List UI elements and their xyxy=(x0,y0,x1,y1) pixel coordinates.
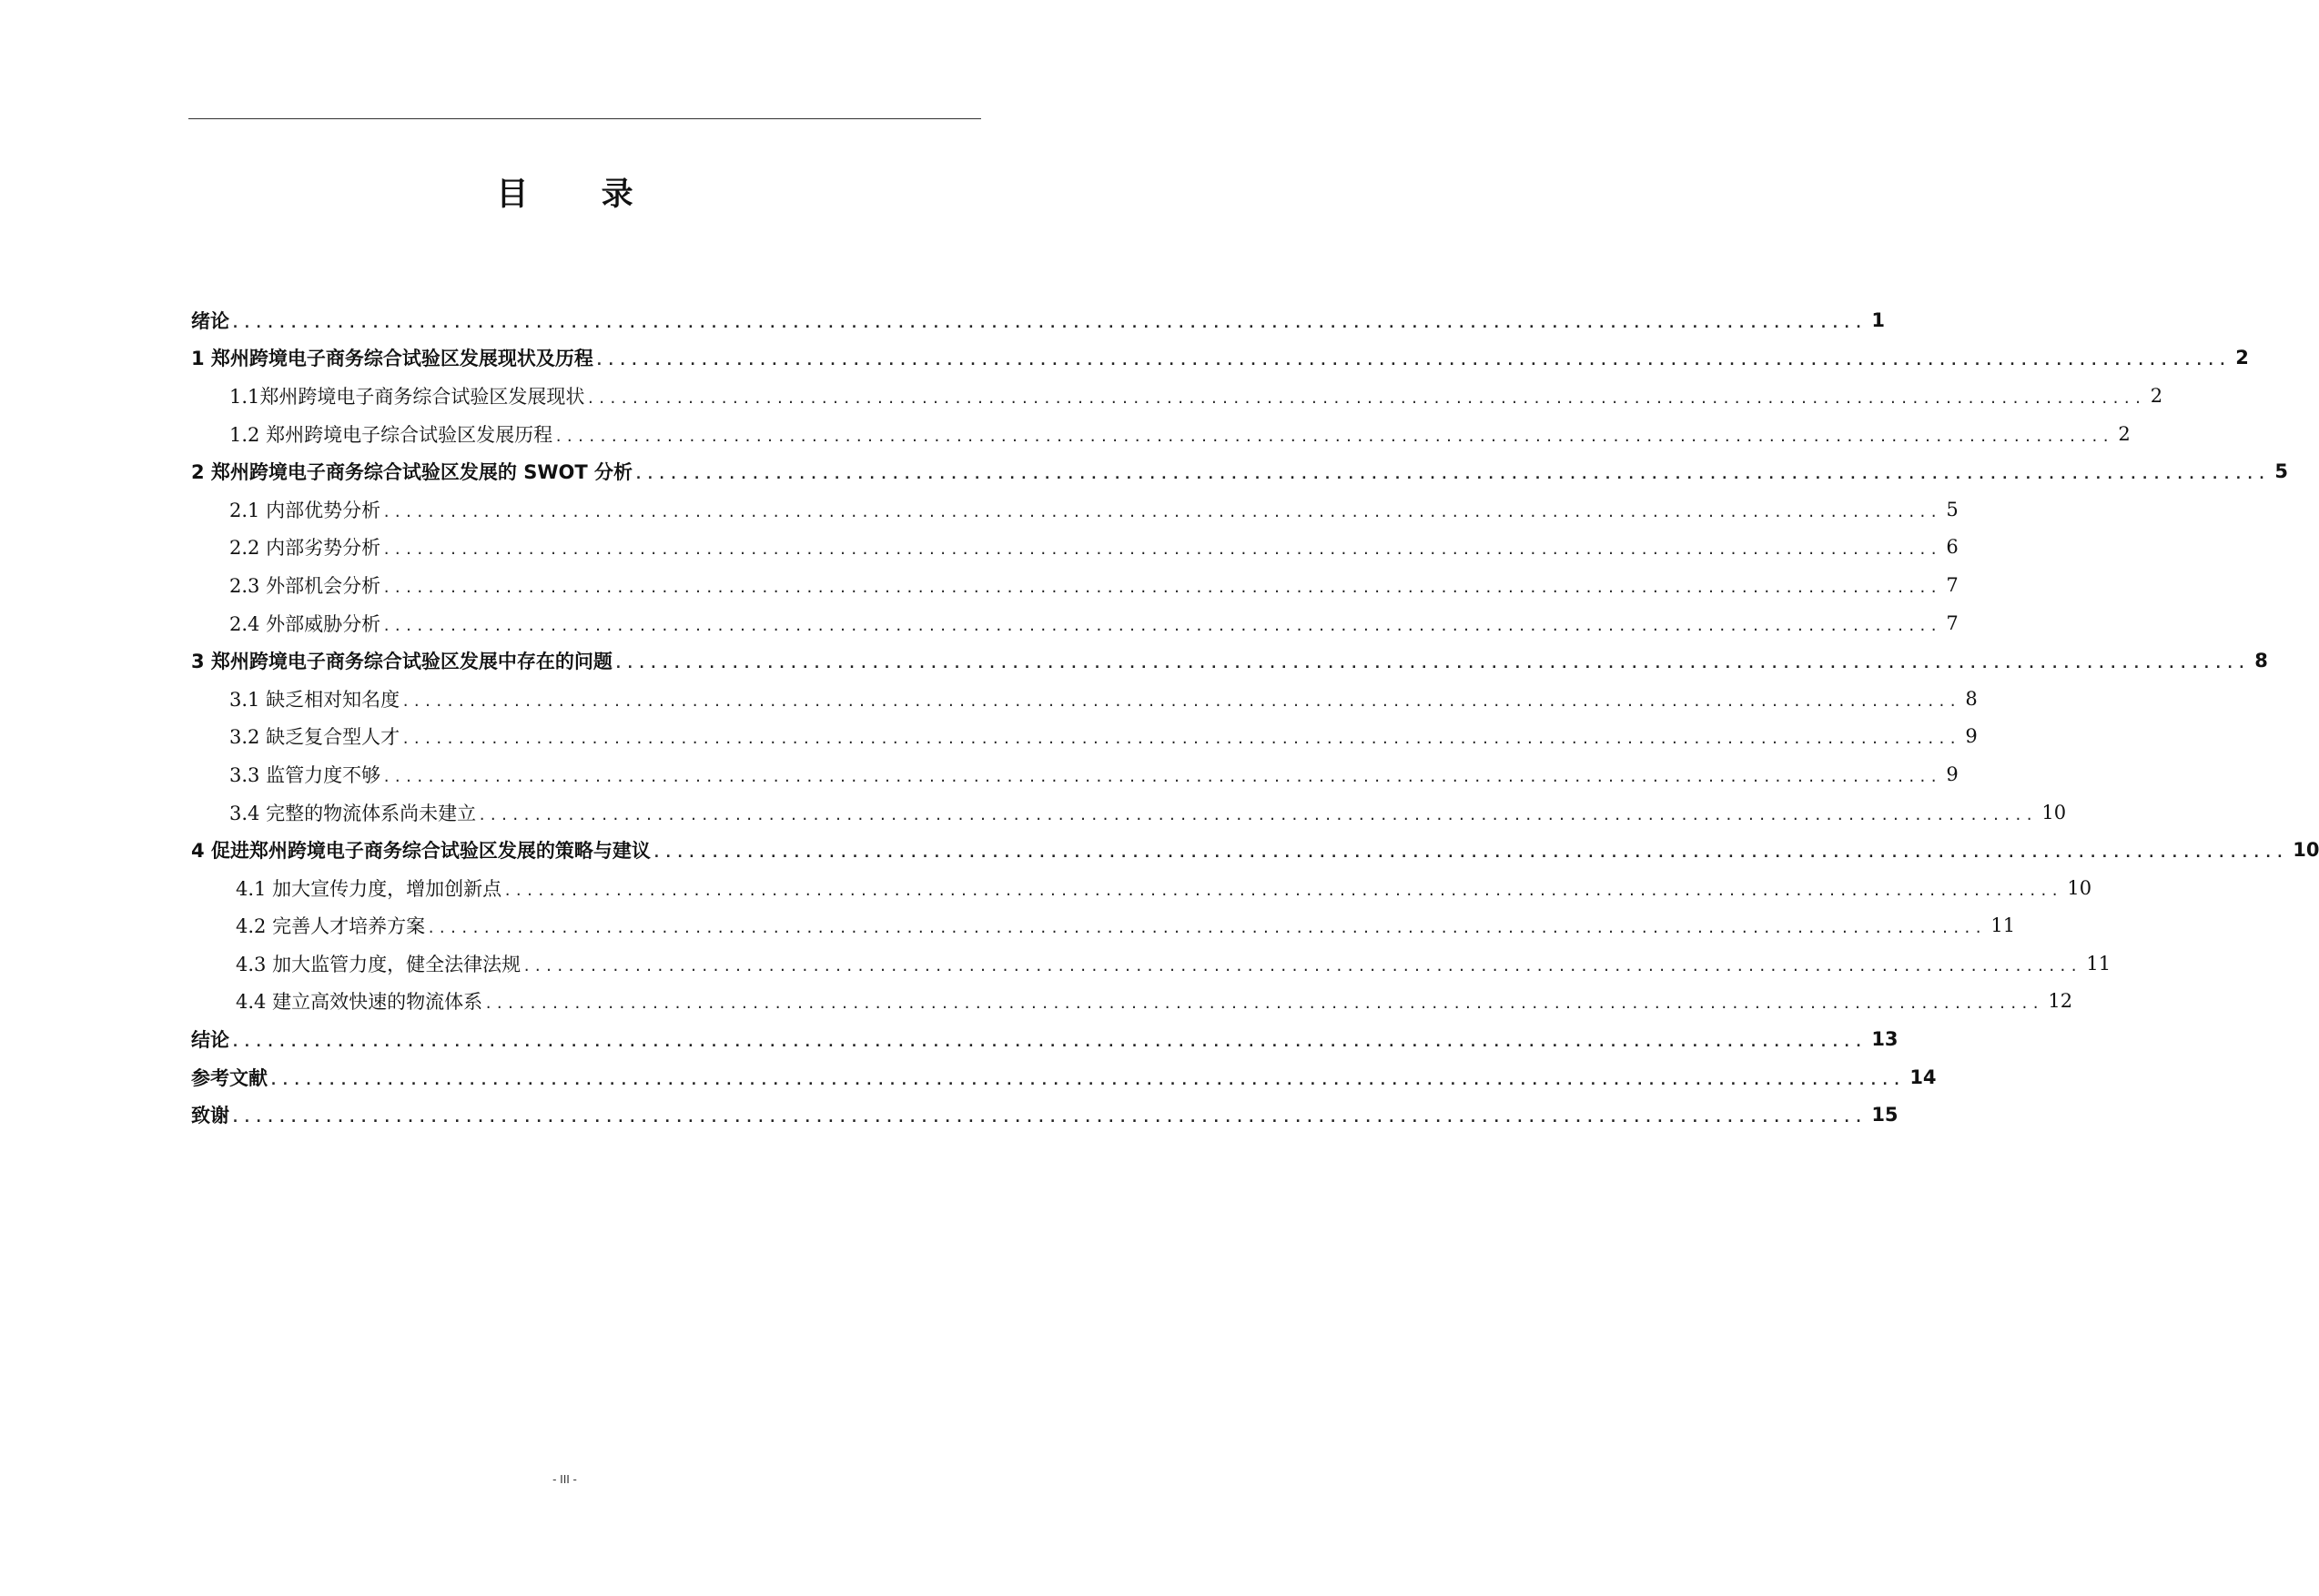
toc-entry-page: 10 xyxy=(2067,876,2092,899)
toc-entry[interactable] xyxy=(191,944,2111,983)
toc-entry-page: 7 xyxy=(1946,573,1959,596)
page-title: 目 录 xyxy=(496,177,664,213)
toc-entry-label: 参考文献 xyxy=(191,1066,268,1089)
toc-entry-page: 15 xyxy=(1871,1104,1899,1126)
toc-dot-leader: ............................................................................................................................................ xyxy=(484,995,2043,1013)
toc-dot-leader: ............................................................................................................................................ xyxy=(554,428,2113,445)
toc-dot-leader: ............................................................................................................................................ xyxy=(269,1071,1905,1088)
toc-entry-label: 3 郑州跨境电子商务综合试验区发展中存在的问题 xyxy=(191,651,613,673)
toc-entry[interactable] xyxy=(191,718,1978,756)
toc-entry-label: 3.3 监管力度不够 xyxy=(229,763,381,786)
toc-entry-page: 9 xyxy=(1946,763,1959,785)
toc-entry-page: 10 xyxy=(2041,801,2067,823)
toc-dot-leader: ............................................................................................................................................ xyxy=(503,882,2062,899)
toc-dot-leader: ............................................................................................................................................ xyxy=(586,389,2145,407)
toc-entry-label: 2 郑州跨境电子商务综合试验区发展的 SWOT 分析 xyxy=(191,461,633,484)
toc-dot-leader: ............................................................................................................................................ xyxy=(427,920,1986,937)
toc-entry-label: 2.3 外部机会分析 xyxy=(229,574,381,597)
header-rule xyxy=(188,118,981,119)
toc-entry-page: 9 xyxy=(1965,725,1978,748)
toc-entry-label: 结论 xyxy=(191,1029,229,1052)
toc-dot-leader: ............................................................................................................................................ xyxy=(231,314,1867,331)
toc-entry-label: 1.1郑州跨境电子商务综合试验区发展现状 xyxy=(229,385,585,408)
toc-entry-label: 1 郑州跨境电子商务综合试验区发展现状及历程 xyxy=(191,348,593,370)
toc-entry-label: 3.1 缺乏相对知名度 xyxy=(229,688,400,711)
toc-entry-label: 3.4 完整的物流体系尚未建立 xyxy=(229,802,477,824)
toc-entry-page: 7 xyxy=(1946,611,1959,634)
toc-entry[interactable] xyxy=(191,680,1978,718)
toc-entry[interactable] xyxy=(191,793,2067,832)
toc-entry[interactable] xyxy=(191,1020,1899,1058)
toc-dot-leader: ............................................................................................................................................ xyxy=(522,957,2081,975)
toc-entry-label: 4.2 完善人才培养方案 xyxy=(236,915,426,938)
toc-entry[interactable] xyxy=(191,604,1959,642)
toc-entry[interactable] xyxy=(191,452,2288,490)
toc-entry-label: 1.2 郑州跨境电子综合试验区发展历程 xyxy=(229,423,553,446)
toc-entry[interactable] xyxy=(191,831,2319,869)
toc-entry-page: 2 xyxy=(2235,347,2249,369)
toc-entry-label: 4.3 加大监管力度，健全法律法规 xyxy=(236,953,522,975)
toc-entry[interactable] xyxy=(191,490,1959,529)
toc-dot-leader: ............................................................................................................................................ xyxy=(382,579,1941,596)
toc-entry-page: 14 xyxy=(1909,1066,1937,1088)
toc-entry[interactable] xyxy=(191,301,1885,339)
toc-entry-page: 2 xyxy=(2150,384,2163,407)
toc-dot-leader: ............................................................................................................................................ xyxy=(231,1109,1867,1126)
toc-entry[interactable] xyxy=(191,566,1959,604)
toc-dot-leader: ............................................................................................................................................ xyxy=(382,503,1941,520)
toc-entry-page: 12 xyxy=(2048,990,2073,1013)
toc-dot-leader: ............................................................................................................................................ xyxy=(382,768,1941,785)
toc-entry[interactable] xyxy=(191,1058,1937,1096)
toc-entry-label: 4.1 加大宣传力度，增加创新点 xyxy=(236,877,502,900)
toc-dot-leader: ............................................................................................................................................ xyxy=(401,692,1960,710)
toc-entry[interactable] xyxy=(191,377,2163,415)
toc-dot-leader: ............................................................................................................................................ xyxy=(401,731,1960,748)
toc-entry-label: 4 促进郑州跨境电子商务综合试验区发展的策略与建议 xyxy=(191,840,651,863)
toc-dot-leader: ............................................................................................................................................ xyxy=(382,617,1941,634)
toc-entry-page: 1 xyxy=(1871,308,1885,331)
toc-entry-page: 8 xyxy=(2254,650,2268,672)
toc-entry[interactable] xyxy=(191,983,2073,1021)
toc-entry-page: 8 xyxy=(1965,687,1978,710)
toc-entry-page: 11 xyxy=(1990,914,2016,937)
toc-entry-page: 13 xyxy=(1871,1028,1899,1051)
toc-entry-page: 2 xyxy=(2118,422,2131,445)
toc-entry[interactable] xyxy=(191,1096,1899,1134)
toc-entry-label: 2.1 内部优势分析 xyxy=(229,499,381,521)
toc-entry[interactable] xyxy=(191,339,2249,378)
toc-dot-leader: ............................................................................................................................................ xyxy=(382,541,1941,559)
toc-entry[interactable] xyxy=(191,869,2092,907)
toc-entry-label: 2.4 外部威胁分析 xyxy=(229,612,381,635)
toc-entry[interactable] xyxy=(191,415,2131,453)
toc-entry-page: 11 xyxy=(2086,952,2111,975)
page-number: - III - xyxy=(552,1472,577,1486)
table-of-contents xyxy=(191,301,2319,1134)
toc-entry[interactable] xyxy=(191,529,1959,567)
toc-entry[interactable] xyxy=(191,641,2268,680)
toc-dot-leader: ............................................................................................................................................ xyxy=(652,844,2288,862)
toc-entry-page: 6 xyxy=(1946,536,1959,559)
toc-dot-leader: ............................................................................................................................................ xyxy=(231,1034,1867,1051)
toc-entry[interactable] xyxy=(191,907,2016,945)
toc-entry-label: 致谢 xyxy=(191,1105,229,1127)
toc-dot-leader: ............................................................................................................................................ xyxy=(478,806,2037,823)
toc-entry[interactable] xyxy=(191,755,1959,793)
toc-entry-label: 2.2 内部劣势分析 xyxy=(229,537,381,560)
toc-entry-page: 5 xyxy=(2274,460,2288,483)
toc-dot-leader: ............................................................................................................................................ xyxy=(594,352,2231,369)
toc-entry-label: 绪论 xyxy=(191,309,229,332)
toc-entry-page: 10 xyxy=(2293,839,2319,862)
toc-dot-leader: ............................................................................................................................................ xyxy=(613,655,2250,672)
toc-dot-leader: ............................................................................................................................................ xyxy=(634,466,2270,483)
toc-entry-label: 3.2 缺乏复合型人才 xyxy=(229,726,400,749)
toc-entry-page: 5 xyxy=(1946,498,1959,520)
toc-entry-label: 4.4 建立高效快速的物流体系 xyxy=(236,991,483,1014)
